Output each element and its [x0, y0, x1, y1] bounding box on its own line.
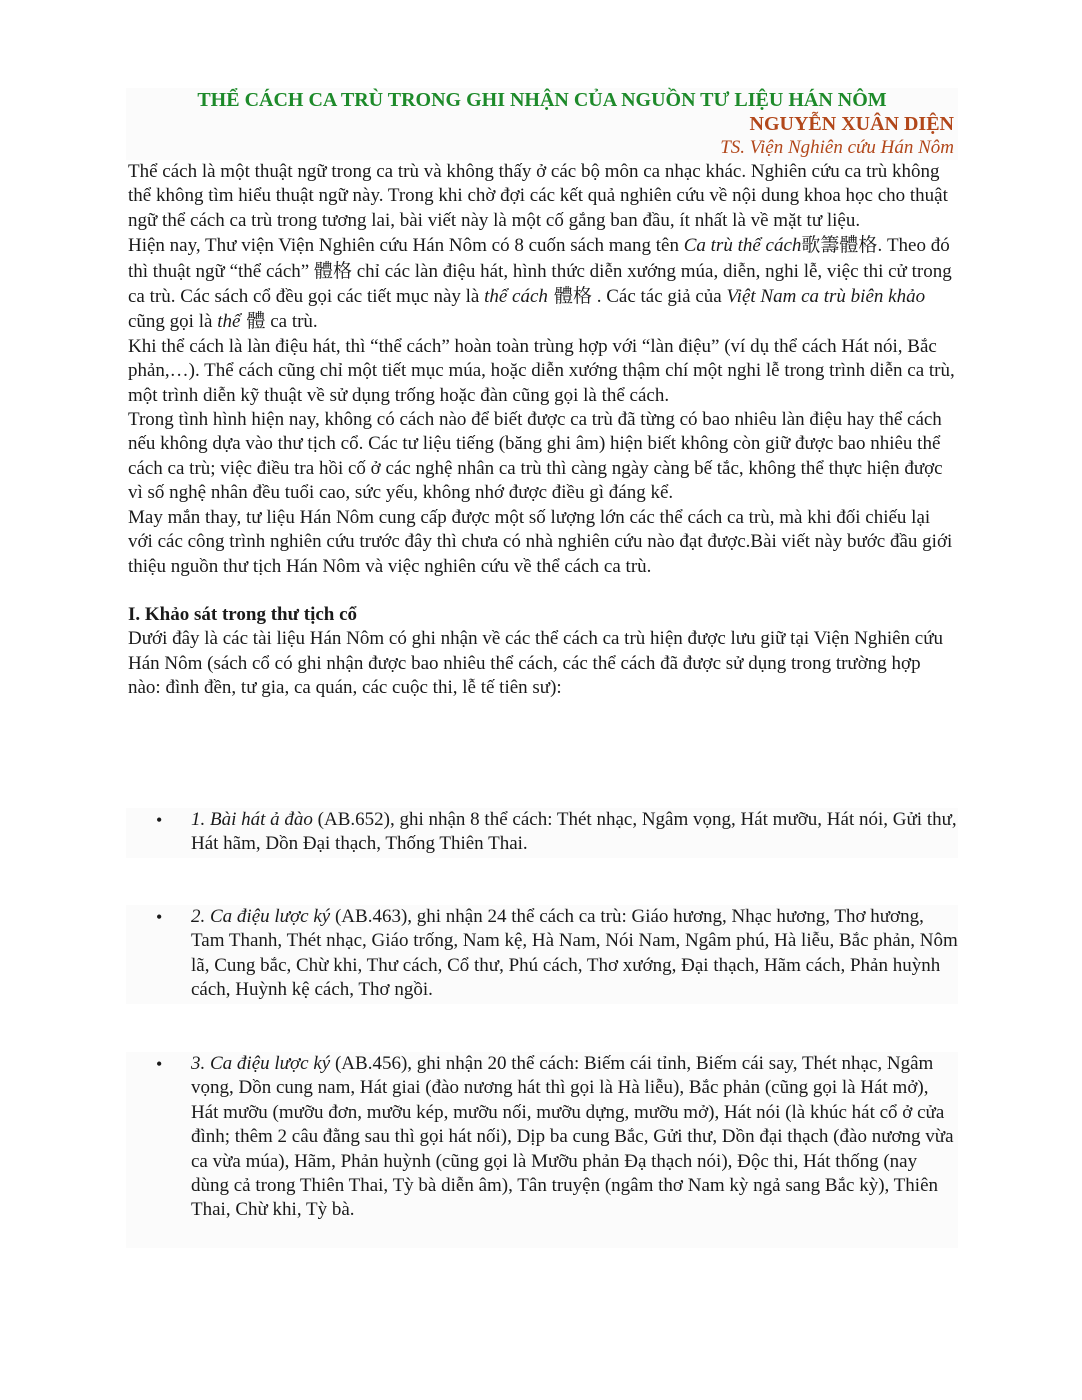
paragraph-intro: Thể cách là một thuật ngữ trong ca trù và không thấy ở các bộ môn ca nhạc khác. Nghiên cứu ca trù không thể không tìm hiểu thuật ngữ này. Trong khi chờ đợi các kết quả nghiên cứu về nội dung khoa học cho thuật ngữ thể cách ca trù trong tương lai, bài viết này là một cố gắng ban đầu, ít nhất là về mặt tư liệu. — [128, 161, 948, 231]
item-text: (AB.652), ghi nhận 8 thể cách: Thét nhạc, Ngâm vọng, Hát mưỡu, Hát nói, Gửi thư, Hát hãm, Dồn Đại thạch, Thống Thiên Thai. — [191, 809, 957, 855]
list-item — [126, 905, 958, 1004]
list-item — [126, 808, 958, 858]
document-title: THỂ CÁCH CA TRÙ TRONG GHI NHẬN CỦA NGUỒN TƯ LIỆU HÁN NÔM — [197, 89, 887, 111]
han-text: 歌籌體格 — [801, 234, 878, 257]
paragraph-situation: Trong tình hình hiện nay, không có cách nào để biết được ca trù đã từng có bao nhiêu làn điệu hay thể cách nếu không dựa vào thư tịch cổ. Các tư liệu tiếng (băng ghi âm) hiện biết không còn giữ được bao nhiêu thể cách ca trù; việc điều tra hồi cố ở các nghệ nhân ca trù thì càng ngày càng bế tắc, không thể thực hiện được vì số nghệ nhân đều tuổi cao, sức yếu, không nhớ được điều gì đáng kể. — [128, 409, 943, 504]
han-text: 體格 — [313, 259, 352, 282]
document-body — [128, 160, 958, 701]
text-run: chỉ các làn điệu hát, hình thức diễn xướng múa, diễn, nghi lễ, việc thi cử trong ca trù. Các sách cổ đều gọi các tiết mục này là — [128, 260, 952, 308]
text-run: Hiện nay, Thư viện Viện Nghiên cứu Hán Nôm có 8 cuốn sách mang tên — [128, 235, 684, 257]
item-title: 1. Bài hát ả đào — [191, 809, 313, 830]
book-title: Việt Nam ca trù biên khảo — [726, 286, 926, 308]
han-text: 體 — [240, 310, 266, 333]
item-title: 2. Ca điệu lược ký — [191, 906, 331, 927]
author-affiliation: TS. Viện Nghiên cứu Hán Nôm — [720, 137, 954, 158]
text-run: ca trù. — [265, 311, 318, 333]
section-intro: Dưới đây là các tài liệu Hán Nôm có ghi nhận về các thể cách ca trù hiện được lưu giữ tại Viện Nghiên cứu Hán Nôm (sách cổ có ghi nhận được bao nhiêu thể cách, các thể cách đã được sử dụng trong trường hợp nào: đình đền, tư gia, ca quán, các cuộc thi, lễ tế tiên sư): — [128, 628, 944, 699]
list-item — [126, 1052, 958, 1248]
bullet: • — [156, 1054, 163, 1074]
text-run: . Theo đó thì thuật ngữ “thể cách” — [128, 235, 950, 282]
bullet: • — [156, 810, 163, 830]
section-heading: I. Khảo sát trong thư tịch cổ — [128, 603, 358, 625]
term-italic: thể — [217, 311, 241, 333]
paragraph-fortunately: May mắn thay, tư liệu Hán Nôm cung cấp được một số lượng lớn các thể cách ca trù, mà khi đối chiếu lại với các công trình nghiên cứu trước đây thì chưa có nhà nghiên cứu nào đạt được.Bài viết này bước đầu giới thiệu nguồn thư tịch Hán Nôm và việc nghiên cứu về thể cách ca trù. — [128, 506, 953, 577]
item-text: (AB.463), ghi nhận 24 thể cách ca trù: Giáo hương, Nhạc hương, Thơ hương, Tam Thanh, Thét nhạc, Giáo trống, Nam kệ, Hà Nam, Nói Nam, Ngâm phú, Hà liễu, Bắc phản, Nôm lã, Cung bắc, Chừ khi, Thư cách, Cổ thư, Phú cách, Thơ xướng, Đại thạch, Hãm cách, Phản huỳnh cách, Huỳnh kệ cách, Thơ ngồi. — [191, 906, 958, 1001]
item-text: (AB.456), ghi nhận 20 thể cách: Biếm cái tỉnh, Biếm cái say, Thét nhạc, Ngâm vọng, Dồn cung nam, Hát giai (đào nương hát thì gọi là Hà liễu), Bắc phản (cũng gọi là Hát mở), Hát mưỡu (mưỡu đơn, mưỡu kép, mưỡu nối, mưỡu dựng, mưỡu mở), Hát nói (là khúc hát cổ ở cửa đình; thêm 2 câu đằng sau thì gọi hát nối), Dịp ba cung Bắc, Gửi thư, Dồn đại thạch (đào nương vừa ca vừa múa), Hãm, Phản huỳnh (cũng gọi là Mưỡu phản Đạ thạch nói), Độc thi, Hát thống (nay dùng cả trong Thiên Thai, Tỳ bà diễn âm), Tân truyện (ngâm thơ Nam kỳ ngả sang Bắc kỳ), Thiên Thai, Chừ khi, Tỳ bà. — [191, 1053, 954, 1221]
author-name: NGUYỄN XUÂN DIỆN — [749, 113, 954, 135]
text-run: cũng gọi là — [128, 311, 218, 333]
text-run: . Các tác giả của — [591, 286, 727, 308]
bullet: • — [156, 907, 163, 927]
book-title: Ca trù thể cách — [683, 235, 802, 257]
han-text: 體格 — [547, 285, 592, 308]
item-title: 3. Ca điệu lược ký — [191, 1053, 331, 1074]
paragraph-library — [128, 233, 958, 335]
paragraph-definition: Khi thể cách là làn điệu hát, thì “thể cách” hoàn toàn trùng hợp với “làn điệu” (ví dụ thể cách Hát nói, Bắc phản,…). Thể cách cũng chỉ một tiết mục múa, hoặc diễn xướng thậm chí một nghi lễ trong trình diễn ca trù, một trình diễn kỹ thuật về sử dụng trống hoặc đàn cũng gọi là thể cách. — [128, 335, 955, 406]
term-italic: thể cách — [484, 286, 548, 308]
